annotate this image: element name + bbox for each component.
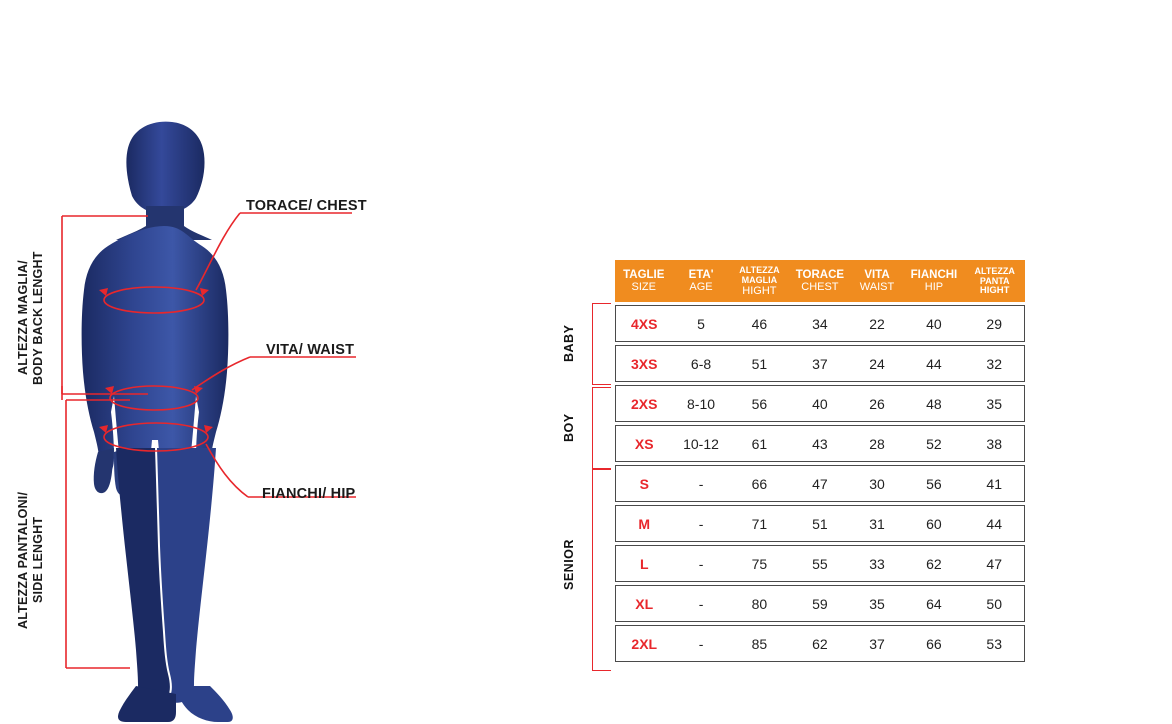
cell-pant-height: 50	[964, 585, 1025, 622]
cell-pant-height: 35	[964, 385, 1025, 422]
cell-waist: 26	[851, 385, 904, 422]
cell-shirt-height: 46	[730, 305, 790, 342]
table-row	[615, 345, 1025, 382]
column-header-hip-en: HIP	[924, 280, 944, 293]
cell-size: 3XS	[615, 345, 673, 382]
cell-chest: 59	[789, 585, 850, 622]
axis-label-body-back-length: ALTEZZA MAGLIA/ BODY BACK LENGHT	[16, 251, 45, 385]
cell-pant-height: 32	[964, 345, 1025, 382]
cell-hip: 66	[903, 625, 964, 662]
cell-hip: 64	[903, 585, 964, 622]
cell-chest: 40	[789, 385, 850, 422]
cell-waist: 33	[851, 545, 904, 582]
cell-hip: 62	[903, 545, 964, 582]
cell-pant-height: 41	[964, 465, 1025, 502]
cell-waist: 24	[851, 345, 904, 382]
cell-pant-height: 29	[964, 305, 1025, 342]
group-label-senior: SENIOR	[562, 539, 576, 591]
group-label-baby: BABY	[562, 324, 576, 362]
cell-size: L	[615, 545, 673, 582]
cell-chest: 34	[789, 305, 850, 342]
size-table	[615, 257, 1025, 665]
cell-hip: 56	[903, 465, 964, 502]
cell-size: 2XS	[615, 385, 673, 422]
cell-waist: 28	[851, 425, 904, 462]
cell-waist: 31	[851, 505, 904, 542]
cell-size: 4XS	[615, 305, 673, 342]
axis-label-side-length: ALTEZZA PANTALONI/ SIDE LENGHT	[16, 491, 45, 629]
column-header-chest-en: CHEST	[801, 280, 839, 293]
column-header-waist	[851, 260, 904, 302]
column-header-size-en: SIZE	[631, 280, 656, 293]
cell-hip: 40	[903, 305, 964, 342]
cell-shirt-height: 85	[730, 625, 790, 662]
cell-shirt-height: 71	[730, 505, 790, 542]
callout-label-hip: FIANCHI/ HIP	[262, 486, 356, 502]
cell-waist: 37	[851, 625, 904, 662]
column-header-hip	[903, 260, 964, 302]
table-body	[615, 305, 1025, 662]
table-row	[615, 305, 1025, 342]
cell-size: XL	[615, 585, 673, 622]
cell-shirt-height: 51	[730, 345, 790, 382]
cell-chest: 47	[789, 465, 850, 502]
size-chart-panel	[560, 0, 1172, 724]
cell-shirt-height: 75	[730, 545, 790, 582]
cell-waist: 30	[851, 465, 904, 502]
cell-age: -	[673, 625, 730, 662]
cell-size: S	[615, 465, 673, 502]
column-header-waist-en: WAIST	[859, 280, 895, 293]
cell-pant-height: 53	[964, 625, 1025, 662]
group-label-boy: BOY	[562, 413, 576, 443]
column-header-shirt-height-en: HIGHT	[742, 284, 777, 297]
cell-size: XS	[615, 425, 673, 462]
group-bracket-baby	[592, 303, 611, 385]
column-header-chest-it: TORACE	[795, 268, 845, 281]
table-row	[615, 385, 1025, 422]
cell-hip: 52	[903, 425, 964, 462]
cell-age: -	[673, 465, 730, 502]
column-header-shirt-height-it: ALTEZZA MAGLIA	[739, 264, 780, 285]
cell-shirt-height: 56	[730, 385, 790, 422]
cell-hip: 44	[903, 345, 964, 382]
table-row	[615, 625, 1025, 662]
group-bracket-senior	[592, 469, 611, 671]
cell-age: 5	[673, 305, 730, 342]
cell-shirt-height: 61	[730, 425, 790, 462]
column-header-pant-height	[964, 260, 1025, 302]
column-header-age-en: AGE	[689, 280, 713, 293]
column-header-chest	[789, 260, 850, 302]
cell-pant-height: 44	[964, 505, 1025, 542]
cell-age: -	[673, 545, 730, 582]
cell-hip: 48	[903, 385, 964, 422]
cell-hip: 60	[903, 505, 964, 542]
cell-size: M	[615, 505, 673, 542]
cell-age: 10-12	[673, 425, 730, 462]
column-header-age-it: ETA'	[688, 268, 714, 281]
table-row	[615, 545, 1025, 582]
column-header-shirt-height	[730, 260, 790, 302]
column-header-pant-height-it: ALTEZZA PANTA	[974, 266, 1015, 286]
cell-age: -	[673, 505, 730, 542]
cell-size: 2XL	[615, 625, 673, 662]
column-header-size-it: TAGLIE	[623, 268, 665, 281]
cell-waist: 22	[851, 305, 904, 342]
cell-chest: 43	[789, 425, 850, 462]
column-header-pant-height-en: HIGHT	[979, 285, 1010, 296]
human-figure-illustration	[0, 0, 560, 724]
body-measurement-figure	[0, 0, 560, 724]
column-header-waist-it: VITA	[864, 268, 890, 281]
column-header-size	[615, 260, 673, 302]
cell-age: -	[673, 585, 730, 622]
cell-shirt-height: 66	[730, 465, 790, 502]
cell-chest: 51	[789, 505, 850, 542]
table-row	[615, 505, 1025, 542]
cell-shirt-height: 80	[730, 585, 790, 622]
callout-label-waist: VITA/ WAIST	[266, 342, 355, 358]
column-header-hip-it: FIANCHI	[910, 268, 958, 281]
table-row	[615, 465, 1025, 502]
cell-pant-height: 47	[964, 545, 1025, 582]
table-header-row	[615, 260, 1025, 302]
cell-age: 6-8	[673, 345, 730, 382]
callout-label-chest: TORACE/ CHEST	[246, 198, 367, 214]
cell-waist: 35	[851, 585, 904, 622]
cell-age: 8-10	[673, 385, 730, 422]
cell-chest: 62	[789, 625, 850, 662]
cell-pant-height: 38	[964, 425, 1025, 462]
table-row	[615, 585, 1025, 622]
group-bracket-boy	[592, 387, 611, 469]
table-row	[615, 425, 1025, 462]
cell-chest: 55	[789, 545, 850, 582]
column-header-age	[673, 260, 730, 302]
cell-chest: 37	[789, 345, 850, 382]
